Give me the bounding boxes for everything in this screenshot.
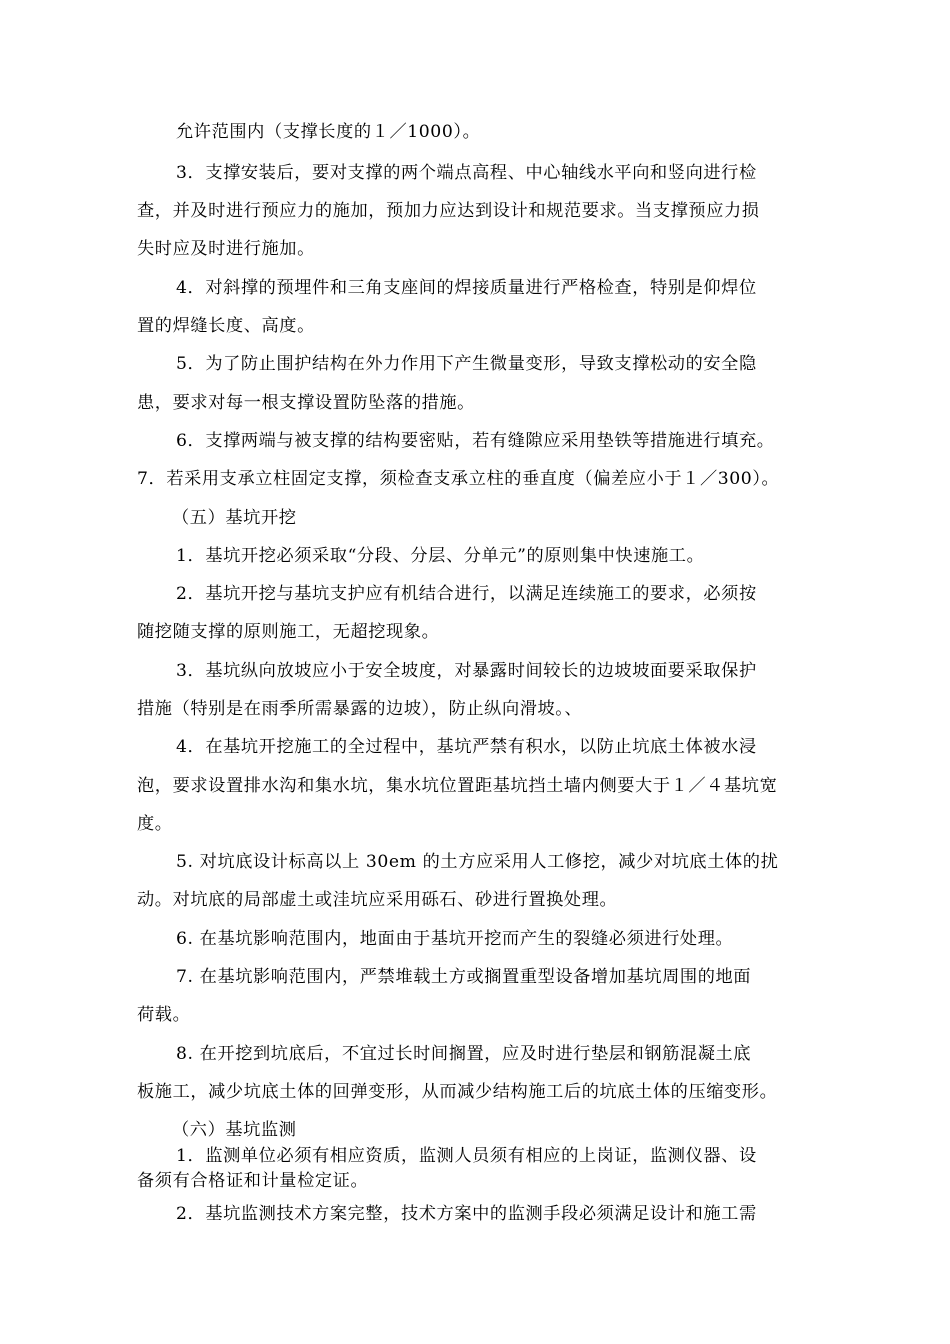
text-line: 7. 在基坑影响范围内，严禁堆载土方或搁置重型设备增加基坑周围的地面 [176,967,752,987]
text-line: 6．支撑两端与被支撑的结构要密贴，若有缝隙应采用垫铁等措施进行填充。 [176,431,775,451]
text-line: 患，要求对每一根支撑设置防坠落的措施。 [137,393,475,413]
text-line: 泡，要求设置排水沟和集水坑，集水坑位置距基坑挡土墙内侧要大于１／４基坑宽 [137,776,778,796]
text-line: 7．若采用支承立柱固定支撑，须检查支承立柱的垂直度（偏差应小于１／300）。 [137,469,780,489]
text-line: 5. 对坑底设计标高以上 30em 的土方应采用人工修挖，减少对坑底土体的扰 [176,852,779,872]
text-line: 3．支撑安装后，要对支撑的两个端点高程、中心轴线水平向和竖向进行检 [176,163,757,183]
text-line: 8. 在开挖到坑底后，不宜过长时间搁置，应及时进行垫层和钢筋混凝土底 [176,1044,752,1064]
section-heading: （五）基坑开挖 [172,508,297,528]
text-line: 随挖随支撑的原则施工，无超挖现象。 [137,622,440,642]
text-line: 3．基坑纵向放坡应小于安全坡度，对暴露时间较长的边坡坡面要采取保护 [176,661,757,681]
text-line: 措施（特别是在雨季所需暴露的边坡），防止纵向滑坡。、 [137,699,583,719]
text-line: 板施工，减少坑底土体的回弹变形，从而减少结构施工后的坑底土体的压缩变形。 [137,1082,778,1102]
text-line: 4．在基坑开挖施工的全过程中，基坑严禁有积水，以防止坑底土体被水浸 [176,737,757,757]
text-line: 允许范围内（支撑长度的１／1000）。 [176,122,481,142]
text-line: 失时应及时进行施加。 [137,239,315,259]
text-line: 5．为了防止围护结构在外力作用下产生微量变形，导致支撑松动的安全隐 [176,354,757,374]
section-heading: （六）基坑监测 [172,1120,297,1140]
text-line: 4．对斜撑的预埋件和三角支座间的焊接质量进行严格检查，特别是仰焊位 [176,278,757,298]
text-line: 1．基坑开挖必须采取“分段、分层、分单元”的原则集中快速施工。 [176,546,705,566]
text-line: 备须有合格证和计量检定证。 [137,1171,369,1191]
text-line: 动。对坑底的局部虚土或洼坑应采用砾石、砂进行置换处理。 [137,890,618,910]
text-line: 查，并及时进行预应力的施加，预加力应达到设计和规范要求。当支撑预应力损 [137,201,760,221]
text-line: 置的焊缝长度、高度。 [137,316,315,336]
text-line: 度。 [137,814,173,834]
text-line: 1．监测单位必须有相应资质，监测人员须有相应的上岗证，监测仪器、设 [176,1146,757,1166]
text-line: 2．基坑监测技术方案完整，技术方案中的监测手段必须满足设计和施工需 [176,1204,757,1224]
text-line: 荷载。 [137,1005,191,1025]
text-line: 6. 在基坑影响范围内，地面由于基坑开挖而产生的裂缝必须进行处理。 [176,929,734,949]
text-line: 2．基坑开挖与基坑支护应有机结合进行，以满足连续施工的要求，必须按 [176,584,757,604]
